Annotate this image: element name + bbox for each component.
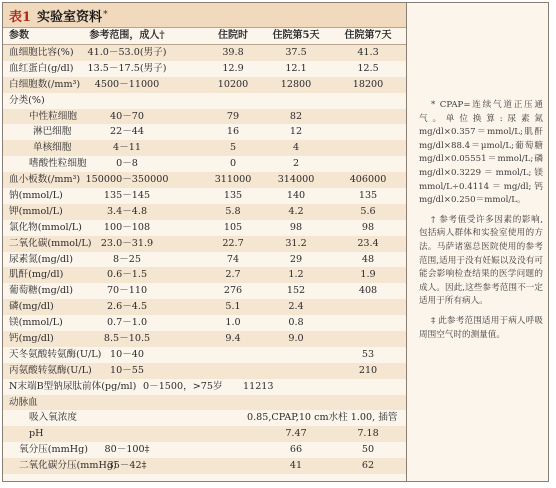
row-day5: 37.5 (285, 47, 307, 58)
row-range: 70－110 (106, 285, 148, 297)
row-name: 氧分压(mmHg) (19, 444, 88, 456)
row-admit: 135 (223, 190, 243, 202)
row-name: 动脉血 (9, 396, 38, 408)
row-day5: 7.47 (285, 428, 307, 440)
row-name: 嗜酸性粒细胞 (29, 158, 87, 170)
row-name: 分类(%) (9, 94, 45, 106)
table-row-po2 (3, 442, 406, 458)
row-range: 41.0－53.0(男子) (87, 47, 167, 58)
row-name: 葡萄糖(mg/dl) (9, 285, 73, 297)
table-row (3, 220, 406, 236)
row-range: 13.5－17.5(男子) (87, 62, 167, 74)
row-admit: 12.9 (222, 62, 244, 74)
header-day5: 住院第5天 (272, 30, 320, 41)
row-day5: 0.8 (288, 317, 304, 329)
row-name: 二氧化碳分压(mmHg) (19, 460, 117, 472)
row-day5: 2.4 (288, 301, 304, 313)
row-range: 8.5－10.5 (103, 333, 151, 345)
table-title-bar (3, 3, 406, 28)
row-day7: 48 (361, 253, 375, 265)
row-name: 钾(mmol/L) (9, 205, 63, 217)
row-range: 4－11 (113, 142, 141, 154)
row-name: 血红蛋白(g/dl) (9, 62, 74, 74)
row-day7: 12.5 (357, 62, 379, 74)
row-day5: 12 (289, 126, 303, 138)
row-name: 血小板数(/mm³) (9, 174, 81, 186)
row-range: 10－40 (109, 348, 144, 360)
table-row (3, 299, 406, 315)
row-day5: 152 (286, 285, 306, 297)
table-row (3, 283, 406, 299)
row-range: 0－8 (116, 158, 138, 170)
table-row-blood-gas-heading (3, 395, 406, 411)
row-day7: 62 (361, 460, 375, 472)
row-day7: 7.18 (357, 428, 379, 440)
row-name: 镁(mmol/L) (9, 317, 63, 329)
row-day7: 23.4 (357, 237, 379, 249)
header-range: 参考范围，成人† (89, 30, 165, 41)
row-name: 丙氨酸转氨酶(U/L) (9, 364, 92, 376)
header-admit: 住院时 (218, 30, 248, 41)
row-name: 肌酐(mg/dl) (9, 269, 64, 281)
row-day7: 5.6 (360, 205, 376, 217)
footnote: † 参考值受许多因素的影响,包括病人群体和实验室使用的方法。马萨诸塞总医院使用的参考范围,适用于没有妊娠以及没有可能会影响检查结果的医学问题的成人。因此,这些参考范围不一定适用于所有病人。 (419, 214, 543, 307)
row-name: N末端B型钠尿肽前体(pg/ml) (9, 380, 137, 392)
lab-table (3, 3, 407, 481)
row-range: 22－44 (109, 126, 144, 138)
row-admit: 105 (223, 221, 243, 233)
row-day5: 31.2 (285, 237, 307, 249)
row-name: 中性粒细胞 (29, 110, 77, 122)
row-value: 0.85,CPAP,10 cm水柱 1.00, 插管 (247, 412, 398, 424)
table-row-o2 (3, 410, 406, 426)
row-range: 35－42‡ (107, 460, 147, 472)
row-admit: 39.8 (222, 47, 244, 58)
row-name: 二氧化碳(mmol/L) (9, 237, 92, 249)
row-admit: 5 (229, 142, 237, 154)
table-row-ntprobnp (3, 379, 406, 395)
row-day5: 314000 (277, 174, 315, 186)
row-admit: 74 (226, 253, 240, 265)
row-range: 4500－11000 (94, 78, 160, 90)
row-admit: 10200 (217, 78, 249, 90)
row-day7: 53 (361, 348, 375, 360)
table-row (3, 188, 406, 204)
row-range: 2.6－4.5 (106, 301, 148, 313)
table-row (3, 45, 406, 61)
row-name: 钠(mmol/L) (9, 190, 63, 202)
row-day5: 98 (289, 221, 303, 233)
row-name: 氯化物(mmol/L) (9, 221, 82, 233)
row-range: 0－1500，>75岁 (143, 380, 223, 392)
row-range: 8－25 (113, 253, 141, 265)
table-frame (2, 2, 549, 482)
row-day5: 4.2 (288, 205, 304, 217)
row-day5: 12.1 (285, 62, 307, 74)
row-range: 80－100‡ (104, 444, 150, 456)
table-row (3, 331, 406, 347)
table-row (3, 267, 406, 283)
row-day5: 9.0 (288, 333, 304, 345)
row-admit: 276 (223, 285, 243, 297)
row-range: 135－145 (103, 190, 151, 202)
row-name: 血细胞比容(%) (9, 47, 74, 58)
row-admit: 5.8 (225, 205, 241, 217)
table-header (3, 28, 406, 45)
header-param: 参数 (9, 30, 29, 41)
row-range: 40－70 (109, 110, 144, 122)
table-row (3, 252, 406, 268)
row-day7: 210 (358, 364, 378, 376)
row-day7: 135 (358, 190, 378, 202)
footnotes (419, 99, 543, 348)
row-day7: 98 (361, 221, 375, 233)
row-day7: 50 (361, 444, 375, 456)
table-row (3, 347, 406, 363)
row-name: 单核细胞 (33, 142, 72, 154)
row-admit: 0 (229, 158, 237, 170)
table-row (3, 140, 406, 156)
table-number: 表1 (9, 9, 32, 25)
row-day5: 29 (289, 253, 303, 265)
row-name: pH (29, 428, 44, 440)
row-day5: 12800 (280, 78, 312, 90)
table-row (3, 204, 406, 220)
table-row (3, 61, 406, 77)
table-row (3, 124, 406, 140)
footnote: ‡ 此参考范围适用于病人呼吸周围空气时的测量值。 (419, 315, 543, 340)
row-name: 天冬氨酸转氨酶(U/L) (9, 348, 102, 360)
row-range: 10－55 (109, 364, 144, 376)
table-row (3, 93, 406, 109)
table-row (3, 77, 406, 93)
row-day7: 18200 (352, 78, 384, 90)
table-row-ph (3, 426, 406, 442)
row-day5: 1.2 (288, 269, 304, 281)
row-admit: 5.1 (225, 301, 241, 313)
row-admit: 9.4 (225, 333, 241, 345)
table-row (3, 109, 406, 125)
row-range: 150000－350000 (85, 174, 169, 186)
row-day5: 66 (289, 444, 303, 456)
row-admit: 22.7 (222, 237, 244, 249)
row-range: 100－108 (103, 221, 151, 233)
table-row (3, 156, 406, 172)
table-body (3, 45, 406, 379)
table-title: 实验室资料 (37, 9, 103, 25)
row-admit: 1.0 (225, 317, 241, 329)
row-day5: 41 (289, 460, 303, 472)
row-name: 钙(mg/dl) (9, 333, 54, 345)
footnote: * CPAP=连续气道正压通气。单位换算:尿素氮mg/dl×0.357＝mmol/L;肌酐mg/dl×88.4＝μmol/L;葡萄糖mg/dl×0.05551＝mmol/L;磷mg/dl×0.3229＝mmol/L;镁mmol/L÷0.4114＝mg/dl;钙mg/dl×0.250＝mmol/L。 (419, 100, 543, 206)
row-admit: 79 (226, 110, 240, 122)
table-row (3, 363, 406, 379)
table-row (3, 172, 406, 188)
row-name: 吸入氧浓度 (29, 412, 77, 424)
row-day5: 140 (286, 190, 306, 202)
row-admit: 311000 (214, 174, 252, 186)
row-day7: 408 (358, 285, 378, 297)
row-day7: 406000 (349, 174, 387, 186)
row-range: 0.6－1.5 (106, 269, 148, 281)
table-row-pco2 (3, 458, 406, 474)
row-name: 磷(mg/dl) (9, 301, 54, 313)
table-row (3, 315, 406, 331)
row-admit: 16 (226, 126, 240, 138)
row-range: 0.7－1.0 (106, 317, 148, 329)
row-day5: 2 (292, 158, 300, 170)
row-range: 3.4－4.8 (106, 205, 148, 217)
row-day5: 82 (289, 110, 303, 122)
table-row (3, 236, 406, 252)
row-admit: 2.7 (225, 269, 241, 281)
row-name: 白细胞数(/mm³) (9, 78, 81, 90)
row-name: 尿素氮(mg/dl) (9, 253, 73, 265)
row-day7: 1.9 (360, 269, 376, 281)
row-name: 淋巴细胞 (33, 126, 72, 138)
row-value: 11213 (243, 380, 274, 392)
row-range: 23.0－31.9 (100, 237, 154, 249)
header-day7: 住院第7天 (344, 30, 392, 41)
row-day7: 41.3 (357, 47, 379, 58)
title-footnote-mark: * (103, 10, 108, 20)
row-day5: 4 (292, 142, 300, 154)
